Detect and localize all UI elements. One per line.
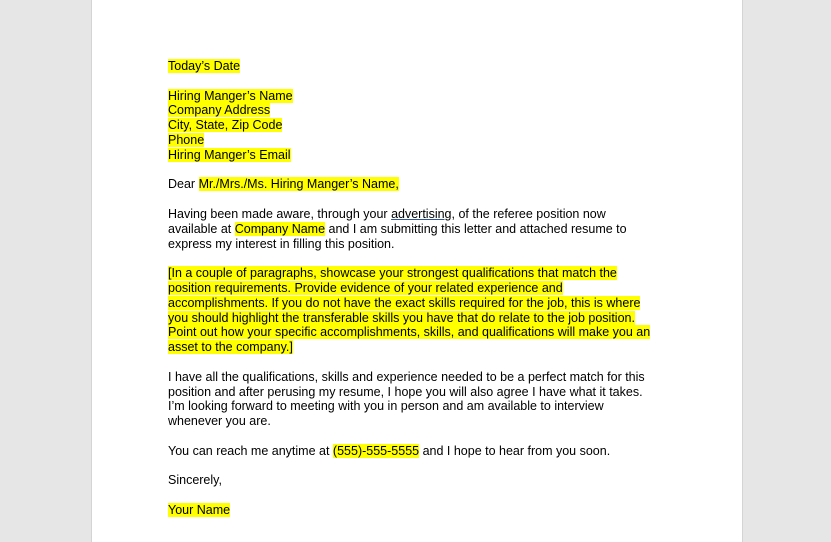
qualifications-text: Point out how your specific accomplishments, skills, and qualifications will make you an (168, 325, 651, 340)
qualifications-text: accomplishments. If you do not have the exact skills required for the job, this is where (168, 295, 641, 310)
city-state-zip-placeholder[interactable]: City, State, Zip Code (168, 118, 283, 133)
recipient-phone-line (168, 133, 668, 148)
qualifications-paragraph[interactable] (168, 266, 668, 355)
paragraph-gap (168, 488, 668, 503)
paragraph-gap (168, 355, 668, 370)
advertising-word[interactable]: advertising (391, 206, 452, 221)
recipient-city-line (168, 118, 668, 133)
hiring-manager-name-placeholder[interactable]: Hiring Manger’s Name (168, 88, 293, 103)
recipient-email-line (168, 148, 668, 163)
qualifications-line (168, 325, 668, 340)
qualifications-text: position requirements. Provide evidence of your related experience and (168, 280, 563, 295)
salutation-line (168, 177, 668, 192)
paragraph-gap (168, 251, 668, 266)
paragraph-gap (168, 192, 668, 207)
contact-phone-placeholder[interactable]: (555)-555-5555 (332, 443, 420, 458)
intro-text: , of the referee position now (451, 206, 606, 221)
closing-line: whenever you are. (168, 414, 271, 429)
date-placeholder[interactable]: Today’s Date (168, 59, 241, 73)
letter-body[interactable] (168, 59, 668, 518)
contact-text: You can reach me anytime at (168, 443, 333, 458)
qualifications-text: asset to the company.] (168, 340, 293, 355)
closing-line: position and after perusing my resume, I hope you will also agree I have what it takes. (168, 384, 643, 399)
recipient-address-line (168, 103, 668, 118)
intro-text: available at (168, 221, 235, 236)
paragraph-gap (168, 163, 668, 178)
phone-placeholder[interactable]: Phone (168, 132, 205, 147)
intro-line-2 (168, 222, 668, 237)
paragraph-gap (168, 459, 668, 474)
signoff-line: Sincerely, (168, 473, 222, 488)
intro-line-1 (168, 207, 668, 222)
qualifications-line (168, 296, 668, 311)
signature-line (168, 503, 668, 518)
closing-paragraph (168, 370, 668, 429)
date-line (168, 59, 668, 74)
qualifications-text: you should highlight the transferable skills you have that do relate to the job position. (168, 310, 635, 325)
paragraph-gap (168, 429, 668, 444)
intro-line-3 (168, 237, 668, 252)
qualifications-line (168, 311, 668, 326)
paragraph-gap (168, 74, 668, 89)
your-name-placeholder[interactable]: Your Name (168, 502, 231, 517)
contact-text: and I hope to hear from you soon. (419, 443, 611, 458)
intro-text: express my interest in filling this position. (168, 236, 395, 251)
company-name-placeholder[interactable]: Company Name (234, 221, 326, 236)
qualifications-text: [In a couple of paragraphs, showcase your strongest qualifications that match the (168, 266, 617, 281)
qualifications-line (168, 340, 668, 355)
qualifications-line (168, 266, 668, 281)
document-page[interactable] (91, 0, 743, 542)
hiring-manager-email-placeholder[interactable]: Hiring Manger’s Email (168, 147, 291, 162)
closing-line: I’m looking forward to meeting with you in person and am available to interview (168, 399, 604, 414)
qualifications-line (168, 281, 668, 296)
company-address-placeholder[interactable]: Company Address (168, 103, 271, 118)
salutation-prefix: Dear (168, 177, 199, 192)
salutation-name-placeholder[interactable]: Mr./Mrs./Ms. Hiring Manger’s Name, (198, 177, 399, 192)
contact-line (168, 444, 668, 459)
intro-text: Having been made aware, through your (168, 206, 392, 221)
recipient-name-line (168, 89, 668, 104)
closing-line: I have all the qualifications, skills and experience needed to be a perfect match for this (168, 369, 645, 384)
intro-text: and I am submitting this letter and attached resume to (325, 221, 627, 236)
